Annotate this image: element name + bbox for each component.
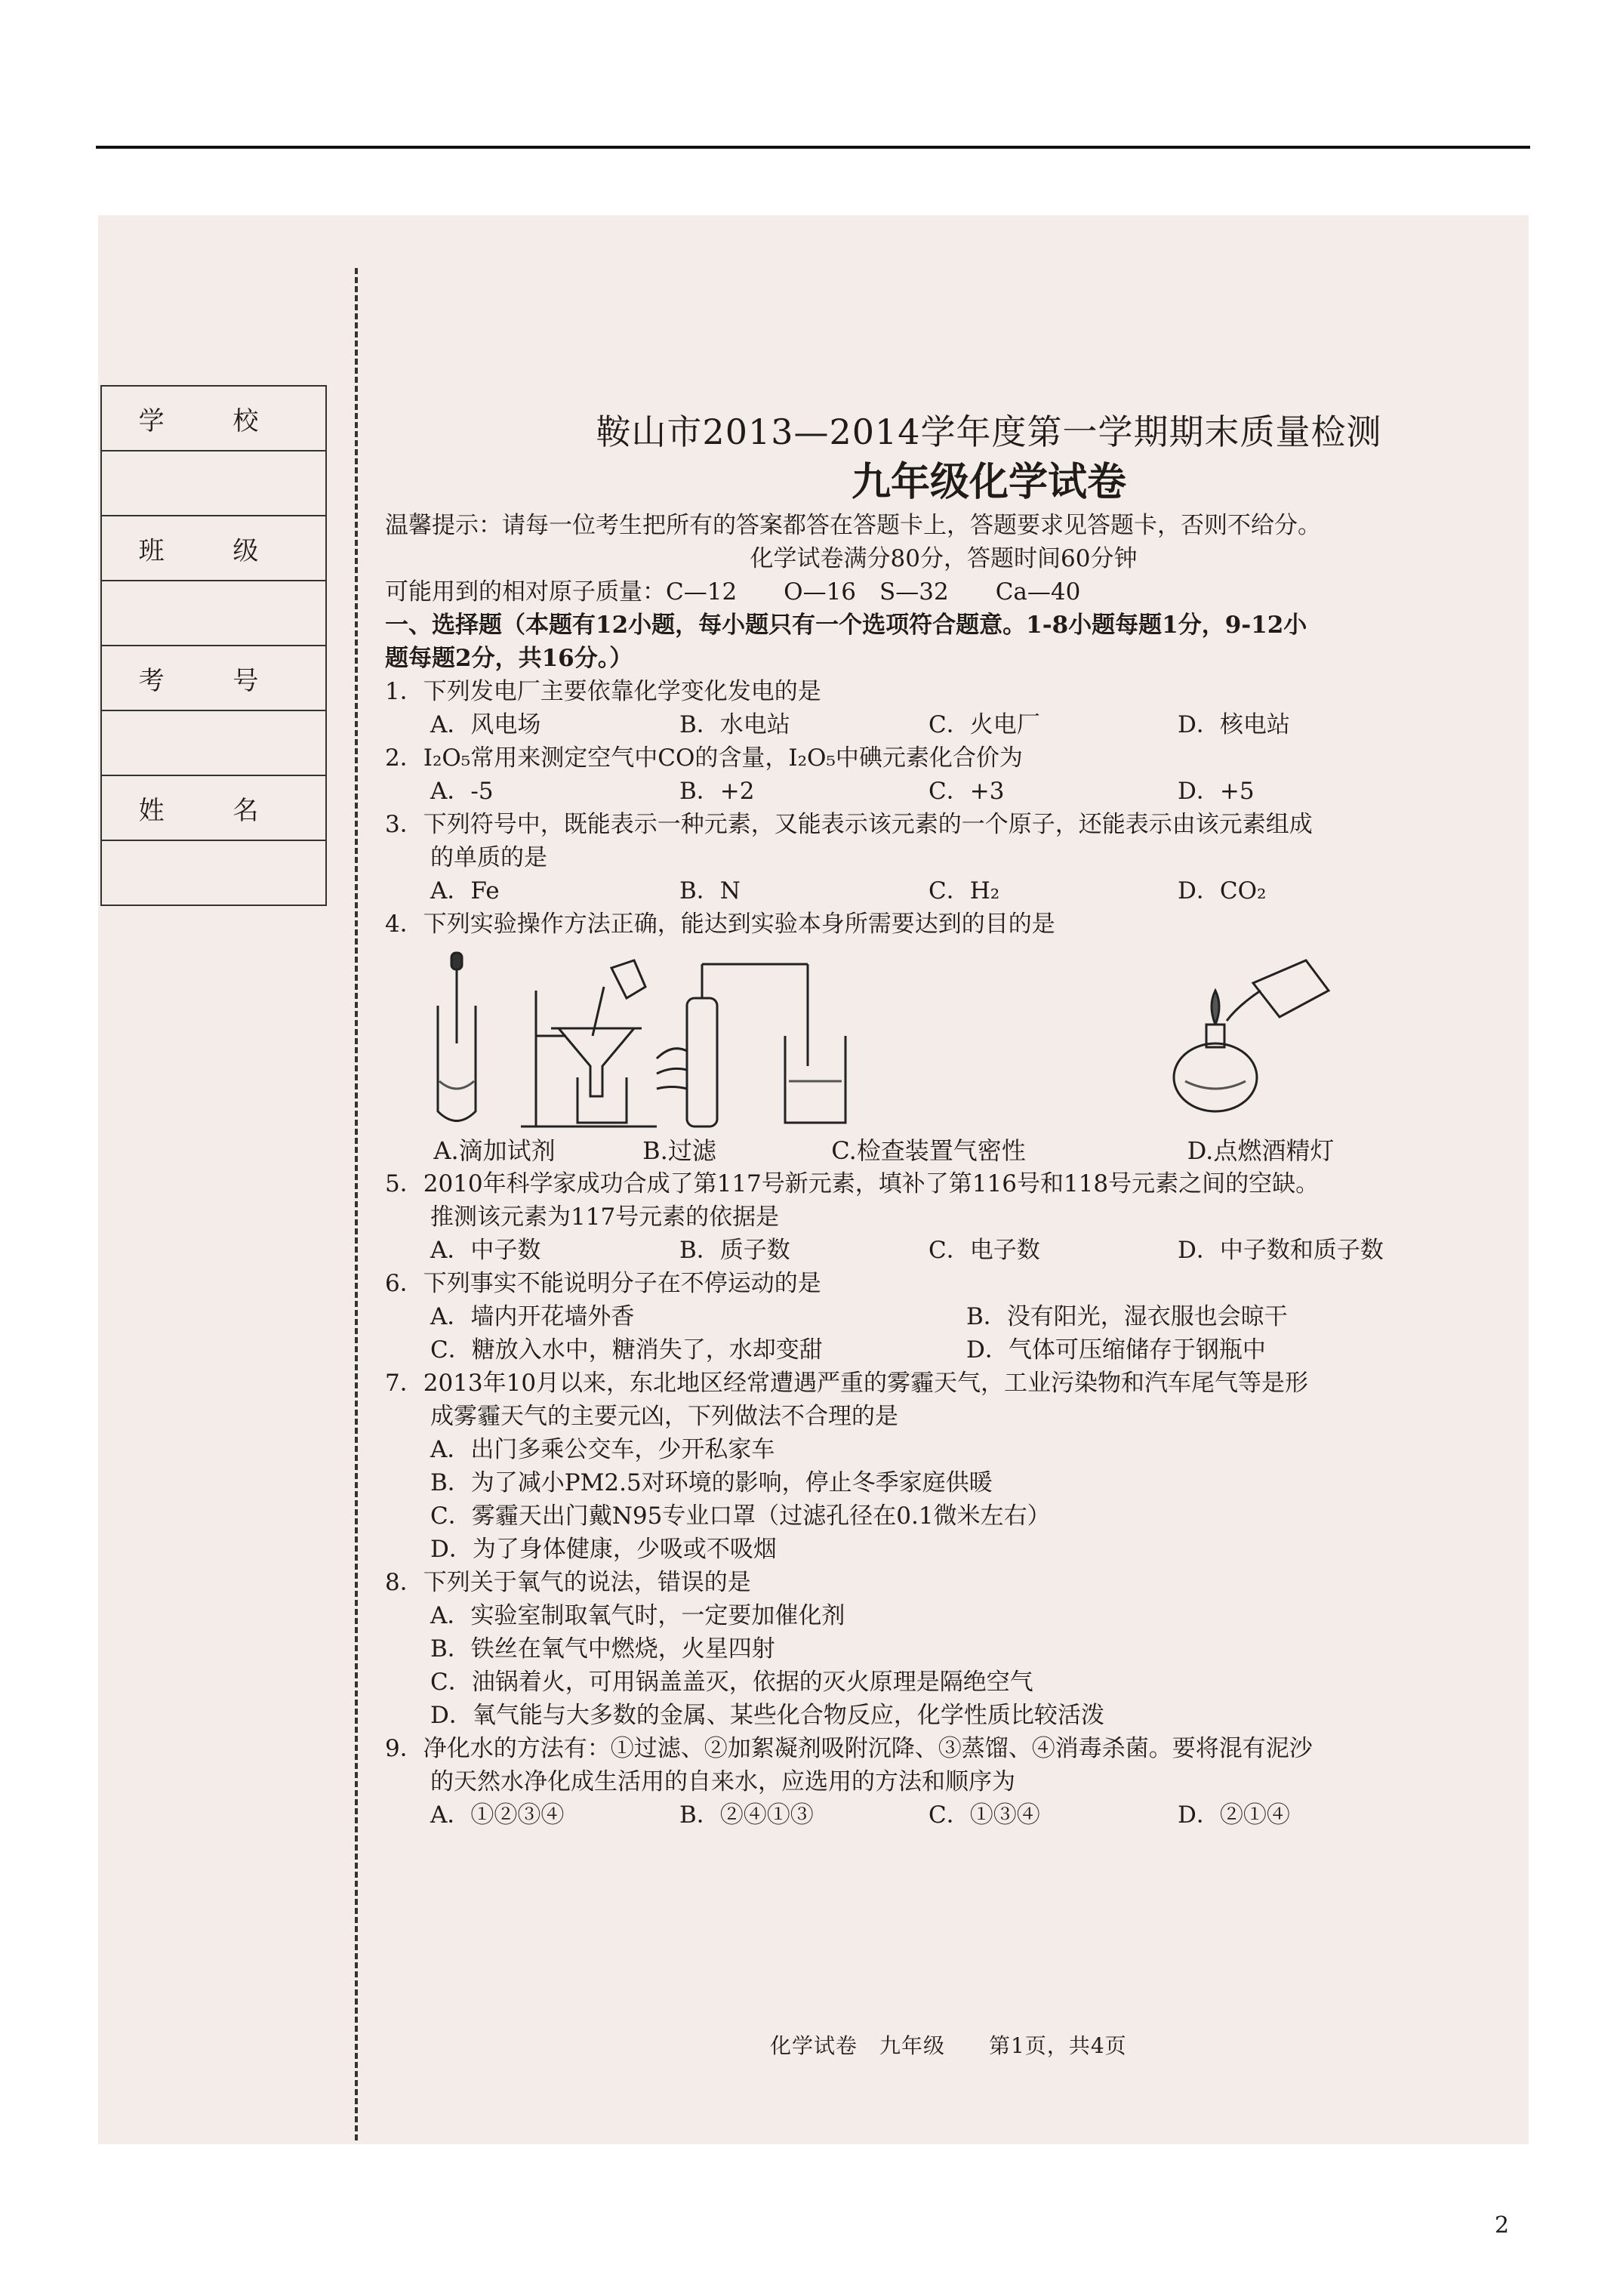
q3-options (385, 874, 1502, 908)
q6-option-c[interactable]: C．糖放入水中，糖消失了，水却变甜 (430, 1336, 823, 1364)
q9-option-b[interactable]: B．②④①③ (679, 1801, 814, 1829)
q6-option-a[interactable]: A．墙内开花墙外香 (430, 1303, 635, 1330)
q4-option-b[interactable]: B.过滤 (642, 1136, 716, 1165)
atomic-masses: 可能用到的相对原子质量：C—12 O—16 S—32 Ca—40 (385, 578, 1081, 606)
q1-option-d[interactable]: D．核电站 (1178, 711, 1290, 738)
q4-option-a[interactable]: A.滴加试剂 (433, 1136, 556, 1165)
q6-options-row2 (385, 1333, 1502, 1367)
q5-options (385, 1234, 1502, 1267)
q7-stem: 7．2013年10月以来，东北地区经常遭遇严重的雾霾天气，工业污染物和汽车尾气等是形 (385, 1370, 1309, 1397)
q2-options (385, 775, 1502, 808)
q7-option-d[interactable]: D．为了身体健康，少吸或不吸烟 (430, 1536, 777, 1563)
q5-option-a[interactable]: A．中子数 (430, 1237, 541, 1264)
q6-options-row1 (385, 1300, 1502, 1333)
q1-option-c[interactable]: C．火电厂 (929, 711, 1040, 738)
q4-option-d[interactable]: D.点燃酒精灯 (1187, 1136, 1335, 1165)
alcohol-lamp-icon (1174, 960, 1329, 1111)
q8-option-c[interactable]: C．油锅着火，可用锅盖盖灭，依据的灭火原理是隔绝空气 (430, 1669, 1033, 1696)
q1-option-b[interactable]: B．水电站 (679, 711, 790, 738)
q4-options (385, 1134, 1502, 1167)
q9-stem-cont: 的天然水净化成生活用的自来水，应选用的方法和顺序为 (430, 1768, 1015, 1795)
q4-option-c[interactable]: C.检查装置气密性 (831, 1136, 1026, 1165)
section-heading: 一、选择题（本题有12小题，每小题只有一个选项符合题意。1-8小题每题1分，9-12小 (385, 612, 1307, 639)
exam-title: 鞍山市2013—2014学年度第一学期期末质量检测 (596, 411, 1382, 452)
q2-stem: 2．I₂O₅常用来测定空气中CO的含量，I₂O₅中碘元素化合价为 (385, 744, 1023, 772)
q5-option-d[interactable]: D．中子数和质子数 (1178, 1237, 1384, 1264)
exam-number-label: 考 号 (101, 646, 326, 710)
airtightness-check-icon (657, 964, 845, 1126)
q8-stem: 8．下列关于氧气的说法，错误的是 (385, 1569, 751, 1596)
name-field[interactable] (101, 840, 326, 905)
exam-subtitle: 九年级化学试卷 (851, 459, 1126, 505)
class-field[interactable] (101, 581, 326, 646)
q3-option-b[interactable]: B．N (679, 877, 741, 905)
q9-option-d[interactable]: D．②①④ (1178, 1801, 1290, 1829)
q5-stem: 5．2010年科学家成功合成了第117号新元素，填补了第116号和118号元素之间的空缺。 (385, 1170, 1320, 1197)
q6-option-b[interactable]: B．没有阳光，湿衣服也会晾干 (966, 1303, 1288, 1330)
q7-stem-cont: 成雾霾天气的主要元凶，下列做法不合理的是 (430, 1403, 898, 1430)
q3-stem-cont: 的单质的是 (430, 844, 547, 871)
top-rule (96, 146, 1530, 149)
q2-option-d[interactable]: D．+5 (1178, 778, 1255, 805)
q2-option-c[interactable]: C．+3 (929, 778, 1005, 805)
filtration-funnel-icon (521, 960, 657, 1126)
q1-option-a[interactable]: A．风电场 (430, 711, 541, 738)
school-field[interactable] (101, 451, 326, 516)
q8-option-a[interactable]: A．实验室制取氧气时，一定要加催化剂 (430, 1602, 845, 1629)
exam-number-field[interactable] (101, 710, 326, 775)
score-time-text: 化学试卷满分80分，答题时间60分钟 (750, 545, 1138, 572)
q3-option-d[interactable]: D．CO₂ (1178, 877, 1267, 905)
name-label: 姓 名 (101, 775, 326, 840)
q8-option-b[interactable]: B．铁丝在氧气中燃烧，火星四射 (430, 1635, 775, 1663)
tip-text: 温馨提示：请每一位考生把所有的答案都答在答题卡上，答题要求见答题卡，否则不给分。 (385, 512, 1321, 539)
school-label: 学 校 (101, 386, 326, 451)
q3-option-c[interactable]: C．H₂ (929, 877, 1000, 905)
q9-options (385, 1798, 1502, 1832)
q2-option-b[interactable]: B．+2 (679, 778, 755, 805)
q5-option-b[interactable]: B．质子数 (679, 1237, 790, 1264)
dropper-test-tube-icon (438, 953, 476, 1121)
q3-option-a[interactable]: A．Fe (430, 877, 500, 905)
q1-stem: 1．下列发电厂主要依靠化学变化发电的是 (385, 678, 821, 705)
q7-option-b[interactable]: B．为了减小PM2.5对环境的影响，停止冬季家庭供暖 (430, 1469, 993, 1496)
student-info-table (100, 385, 327, 906)
q1-options (385, 708, 1502, 741)
q9-option-c[interactable]: C．①③④ (929, 1801, 1040, 1829)
page-footer: 化学试卷 九年级 第1页，共4页 (770, 2033, 1127, 2058)
q6-option-d[interactable]: D．气体可压缩储存于钢瓶中 (966, 1336, 1266, 1364)
q4-stem: 4．下列实验操作方法正确，能达到实验本身所需要达到的目的是 (385, 911, 1055, 938)
q5-stem-cont: 推测该元素为117号元素的依据是 (430, 1203, 780, 1231)
section-heading-cont: 题每题2分，共16分。） (385, 645, 633, 672)
q8-option-d[interactable]: D．氧气能与大多数的金属、某些化合物反应，化学性质比较活泼 (430, 1702, 1104, 1729)
q4-apparatus-drawings (385, 945, 1472, 1134)
class-label: 班 级 (101, 516, 326, 581)
q3-stem: 3．下列符号中，既能表示一种元素，又能表示该元素的一个原子，还能表示由该元素组成 (385, 811, 1313, 838)
q9-stem: 9．净化水的方法有：①过滤、②加絮凝剂吸附沉降、③蒸馏、④消毒杀菌。要将混有泥沙 (385, 1735, 1313, 1762)
binding-cut-line (355, 268, 358, 2140)
q2-option-a[interactable]: A．-5 (430, 778, 494, 805)
q4-apparatus-figure (385, 945, 1502, 1134)
page-number: 2 (1495, 2212, 1510, 2239)
q9-option-a[interactable]: A．①②③④ (430, 1801, 565, 1829)
q7-option-c[interactable]: C．雾霾天出门戴N95专业口罩（过滤孔径在0.1微米左右） (430, 1502, 1051, 1530)
q7-option-a[interactable]: A．出门多乘公交车，少开私家车 (430, 1436, 775, 1463)
exam-content (385, 408, 1502, 1832)
q5-option-c[interactable]: C．电子数 (929, 1237, 1040, 1264)
q6-stem: 6．下列事实不能说明分子在不停运动的是 (385, 1270, 821, 1297)
